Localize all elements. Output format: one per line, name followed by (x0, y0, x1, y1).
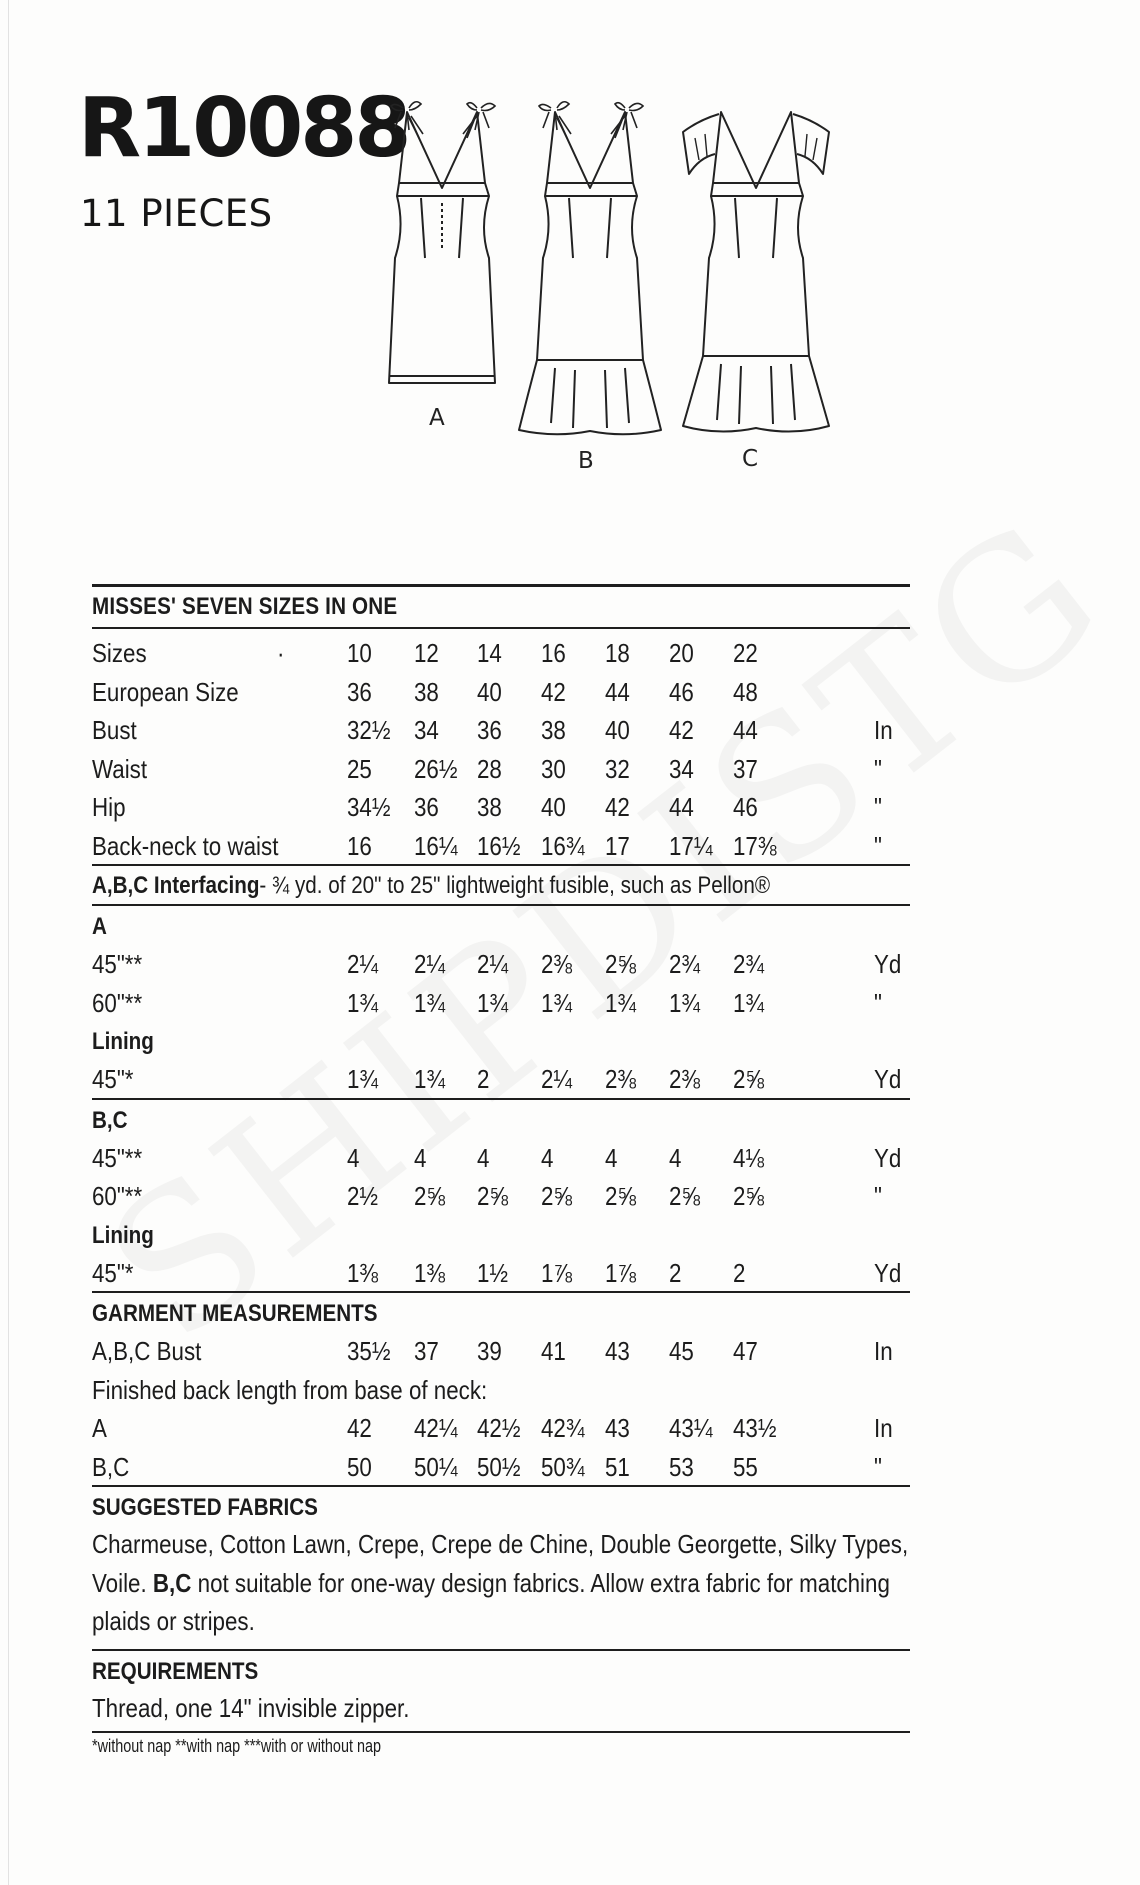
page-edge (8, 0, 9, 1885)
size-cell: 2⅝ (733, 1181, 765, 1211)
table-row (92, 944, 910, 983)
view-a-sketch (385, 98, 505, 398)
finished-length-label-row (92, 1370, 910, 1409)
size-cell: 40 (541, 792, 566, 822)
row-label: 60"** (92, 1181, 143, 1211)
table-row (92, 826, 910, 865)
size-cell: 2⅝ (733, 1064, 765, 1094)
interfacing-text: - ¾ yd. of 20" to 25" lightweight fusible, such as Pellon® (259, 872, 771, 899)
view-a-label: A (429, 405, 445, 431)
fabrics-text-1: Charmeuse, Cotton Lawn, Crepe, Crepe de Chine, Double Georgette, Silky Types, Voile. (92, 1529, 909, 1598)
size-cell: 50½ (477, 1451, 521, 1482)
garment-bust (92, 1331, 910, 1370)
size-cell: 42 (347, 1413, 372, 1443)
size-cell: 4 (414, 1142, 427, 1173)
table-row (92, 787, 910, 826)
fabrics-bold: B,C (152, 1567, 192, 1598)
size-cell: 43¼ (669, 1413, 713, 1443)
requirements-title: REQUIREMENTS (92, 1657, 259, 1685)
size-cell: 46 (733, 792, 758, 822)
size-cell: 1⅜ (414, 1257, 446, 1288)
garment-lengths (92, 1408, 910, 1485)
size-cell: 32 (605, 753, 630, 784)
size-cell: 16¾ (541, 830, 585, 861)
table-row (92, 1408, 910, 1447)
size-cell: 26½ (414, 753, 458, 784)
size-cell: 35½ (347, 1336, 391, 1366)
view-bc-lining-title: Lining (92, 1221, 154, 1249)
size-cell: 40 (477, 676, 502, 707)
unit-cell: In (874, 1413, 893, 1443)
pattern-number: R10088 (78, 81, 409, 176)
size-cell: 50¼ (414, 1451, 458, 1482)
table-row (92, 1138, 910, 1177)
size-cell: 2 (733, 1257, 746, 1288)
table-row (92, 1059, 910, 1098)
size-cell: 48 (733, 676, 758, 707)
size-cell: 2⅝ (669, 1181, 701, 1211)
size-cell: 1¾ (477, 987, 509, 1018)
size-cell: 2⅜ (605, 1064, 637, 1094)
size-cell: 46 (669, 676, 694, 707)
size-cell: 1¾ (414, 987, 446, 1018)
size-cell: 43½ (733, 1413, 777, 1443)
unit-cell: " (874, 830, 882, 861)
dot-mark: · (277, 638, 285, 668)
size-cell: 2⅝ (541, 1181, 573, 1211)
size-cell: 34 (414, 715, 439, 745)
size-cell: 42½ (477, 1413, 521, 1443)
size-cell: 42 (605, 792, 630, 822)
unit-cell: Yd (874, 949, 902, 979)
size-cell: 41 (541, 1336, 566, 1366)
unit-cell: " (874, 1451, 882, 1482)
size-cell: 1¾ (347, 987, 379, 1018)
suggested-fabrics-title: SUGGESTED FABRICS (92, 1494, 318, 1521)
table-row (92, 633, 910, 672)
size-cell: 4 (477, 1142, 490, 1173)
size-cell: 38 (541, 715, 566, 745)
row-label: A (92, 1413, 107, 1443)
view-a-lining-title: Lining (92, 1028, 154, 1055)
unit-cell: Yd (874, 1064, 902, 1094)
row-label: B,C (92, 1451, 130, 1482)
view-c-label: C (742, 446, 759, 472)
size-cell: 43 (605, 1413, 630, 1443)
size-cell: 36 (477, 715, 502, 745)
view-a-lining-yardage (92, 1059, 910, 1098)
yardage-chart (92, 584, 910, 1759)
size-cell: 1¾ (605, 987, 637, 1018)
size-cell: 1¾ (541, 987, 573, 1018)
size-cell: 43 (605, 1336, 630, 1366)
view-bc-title: B,C (92, 1106, 128, 1134)
suggested-fabrics-text (92, 1525, 909, 1641)
row-label: Bust (92, 715, 137, 745)
size-cell: 1⅞ (605, 1257, 637, 1288)
unit-cell: Yd (874, 1257, 902, 1288)
interfacing-label: A,B,C Interfacing (92, 872, 260, 899)
size-cell: 16½ (477, 830, 521, 861)
size-cell: 2¼ (414, 949, 446, 979)
size-cell: 2⅜ (541, 949, 573, 979)
view-b-sketch (515, 98, 665, 438)
size-cell: 38 (414, 676, 439, 707)
size-cell: 22 (733, 638, 758, 668)
unit-cell: In (874, 1336, 893, 1366)
body-measurements (92, 633, 910, 864)
size-cell: 16¼ (414, 830, 458, 861)
size-cell: 50 (347, 1451, 372, 1482)
unit-cell: " (874, 792, 882, 822)
size-cell: 42 (669, 715, 694, 745)
size-cell: 17¼ (669, 830, 713, 861)
size-cell: 2¼ (541, 1064, 573, 1094)
nap-footnote: *without nap **with nap ***with or without nap (92, 1736, 381, 1756)
row-label: 45"** (92, 949, 143, 979)
fabrics-text-2: not suitable for one-way design fabrics. Allow extra fabric for matching plaids or stripes. (92, 1567, 890, 1636)
row-label: Hip (92, 792, 126, 822)
size-cell: 32½ (347, 715, 391, 745)
view-a-title: A (92, 913, 107, 940)
size-cell: 45 (669, 1336, 694, 1366)
size-cell: 4⅛ (733, 1142, 765, 1173)
size-cell: 1¾ (347, 1064, 379, 1094)
size-cell: 4 (669, 1142, 682, 1173)
size-cell: 2 (477, 1064, 490, 1094)
row-label: Back-neck to waist (92, 830, 279, 861)
size-cell: 1¾ (733, 987, 765, 1018)
size-cell: 42 (541, 676, 566, 707)
size-cell: 14 (477, 638, 502, 668)
size-cell: 16 (347, 830, 372, 861)
row-label: Waist (92, 753, 148, 784)
size-cell: 44 (669, 792, 694, 822)
size-cell: 2¼ (477, 949, 509, 979)
size-cell: 2¼ (347, 949, 379, 979)
size-cell: 12 (414, 638, 439, 668)
size-cell: 53 (669, 1451, 694, 1482)
size-cell: 17⅜ (733, 830, 777, 861)
table-row (92, 672, 910, 711)
size-cell: 51 (605, 1451, 630, 1482)
size-cell: 1¾ (669, 987, 701, 1018)
table-row (92, 1253, 910, 1292)
size-cell: 36 (414, 792, 439, 822)
size-cell: 42¾ (541, 1413, 585, 1443)
row-label: Sizes (92, 638, 147, 668)
size-cell: 20 (669, 638, 694, 668)
size-cell: 1¾ (414, 1064, 446, 1094)
size-cell: 37 (733, 753, 758, 784)
size-cell: 44 (733, 715, 758, 745)
row-label: European Size (92, 676, 239, 707)
size-cell: 25 (347, 753, 372, 784)
size-cell: 34 (669, 753, 694, 784)
size-cell: 36 (347, 676, 372, 707)
size-cell: 1⅜ (347, 1257, 379, 1288)
unit-cell: " (874, 753, 882, 784)
view-bc-yardage (92, 1138, 910, 1215)
size-cell: 28 (477, 753, 502, 784)
requirements-text: Thread, one 14" invisible zipper. (92, 1692, 410, 1723)
size-cell: 18 (605, 638, 630, 668)
chart-title: MISSES' SEVEN SIZES IN ONE (92, 593, 398, 620)
table-row (92, 1447, 910, 1486)
view-a-yardage (92, 944, 910, 1021)
size-cell: 2⅜ (669, 1064, 701, 1094)
size-cell: 10 (347, 638, 372, 668)
size-cell: 2⅝ (414, 1181, 446, 1211)
size-cell: 1⅞ (541, 1257, 573, 1288)
size-cell: 2¾ (733, 949, 765, 979)
row-label: 45"** (92, 1142, 143, 1173)
size-cell: 4 (541, 1142, 554, 1173)
table-row (92, 749, 910, 788)
size-cell: 39 (477, 1336, 502, 1366)
size-cell: 2½ (347, 1181, 379, 1211)
size-cell: 34½ (347, 792, 391, 822)
unit-cell: " (874, 987, 882, 1018)
size-cell: 37 (414, 1336, 439, 1366)
interfacing-note (92, 866, 795, 904)
size-cell: 16 (541, 638, 566, 668)
size-cell: 55 (733, 1451, 758, 1482)
row-label: A,B,C Bust (92, 1336, 202, 1366)
size-cell: 2⅝ (477, 1181, 509, 1211)
size-cell: 2⅝ (605, 949, 637, 979)
piece-count: 11 PIECES (80, 192, 273, 235)
size-cell: 2¾ (669, 949, 701, 979)
table-row (92, 1331, 910, 1370)
size-cell: 2⅝ (605, 1181, 637, 1211)
size-cell: 4 (605, 1142, 618, 1173)
table-row (92, 1176, 910, 1215)
size-cell: 50¾ (541, 1451, 585, 1482)
size-cell: 17 (605, 830, 630, 861)
size-cell: 4 (347, 1142, 360, 1173)
size-cell: 47 (733, 1336, 758, 1366)
finished-length-label: Finished back length from base of neck: (92, 1374, 488, 1405)
unit-cell: Yd (874, 1142, 902, 1173)
size-cell: 1½ (477, 1257, 509, 1288)
view-bc-lining-yardage (92, 1253, 910, 1292)
size-cell: 42¼ (414, 1413, 458, 1443)
size-cell: 40 (605, 715, 630, 745)
row-label: 45"* (92, 1064, 134, 1094)
unit-cell: In (874, 715, 893, 745)
row-label: 60"** (92, 987, 143, 1018)
view-c-sketch (675, 98, 835, 438)
size-cell: 38 (477, 792, 502, 822)
table-row (92, 710, 910, 749)
size-cell: 30 (541, 753, 566, 784)
size-cell: 2 (669, 1257, 682, 1288)
row-label: 45"* (92, 1257, 134, 1288)
unit-cell: " (874, 1181, 882, 1211)
view-b-label: B (578, 448, 594, 474)
table-row (92, 983, 910, 1022)
size-cell: 44 (605, 676, 630, 707)
garment-measurements-title: GARMENT MEASUREMENTS (92, 1300, 378, 1327)
